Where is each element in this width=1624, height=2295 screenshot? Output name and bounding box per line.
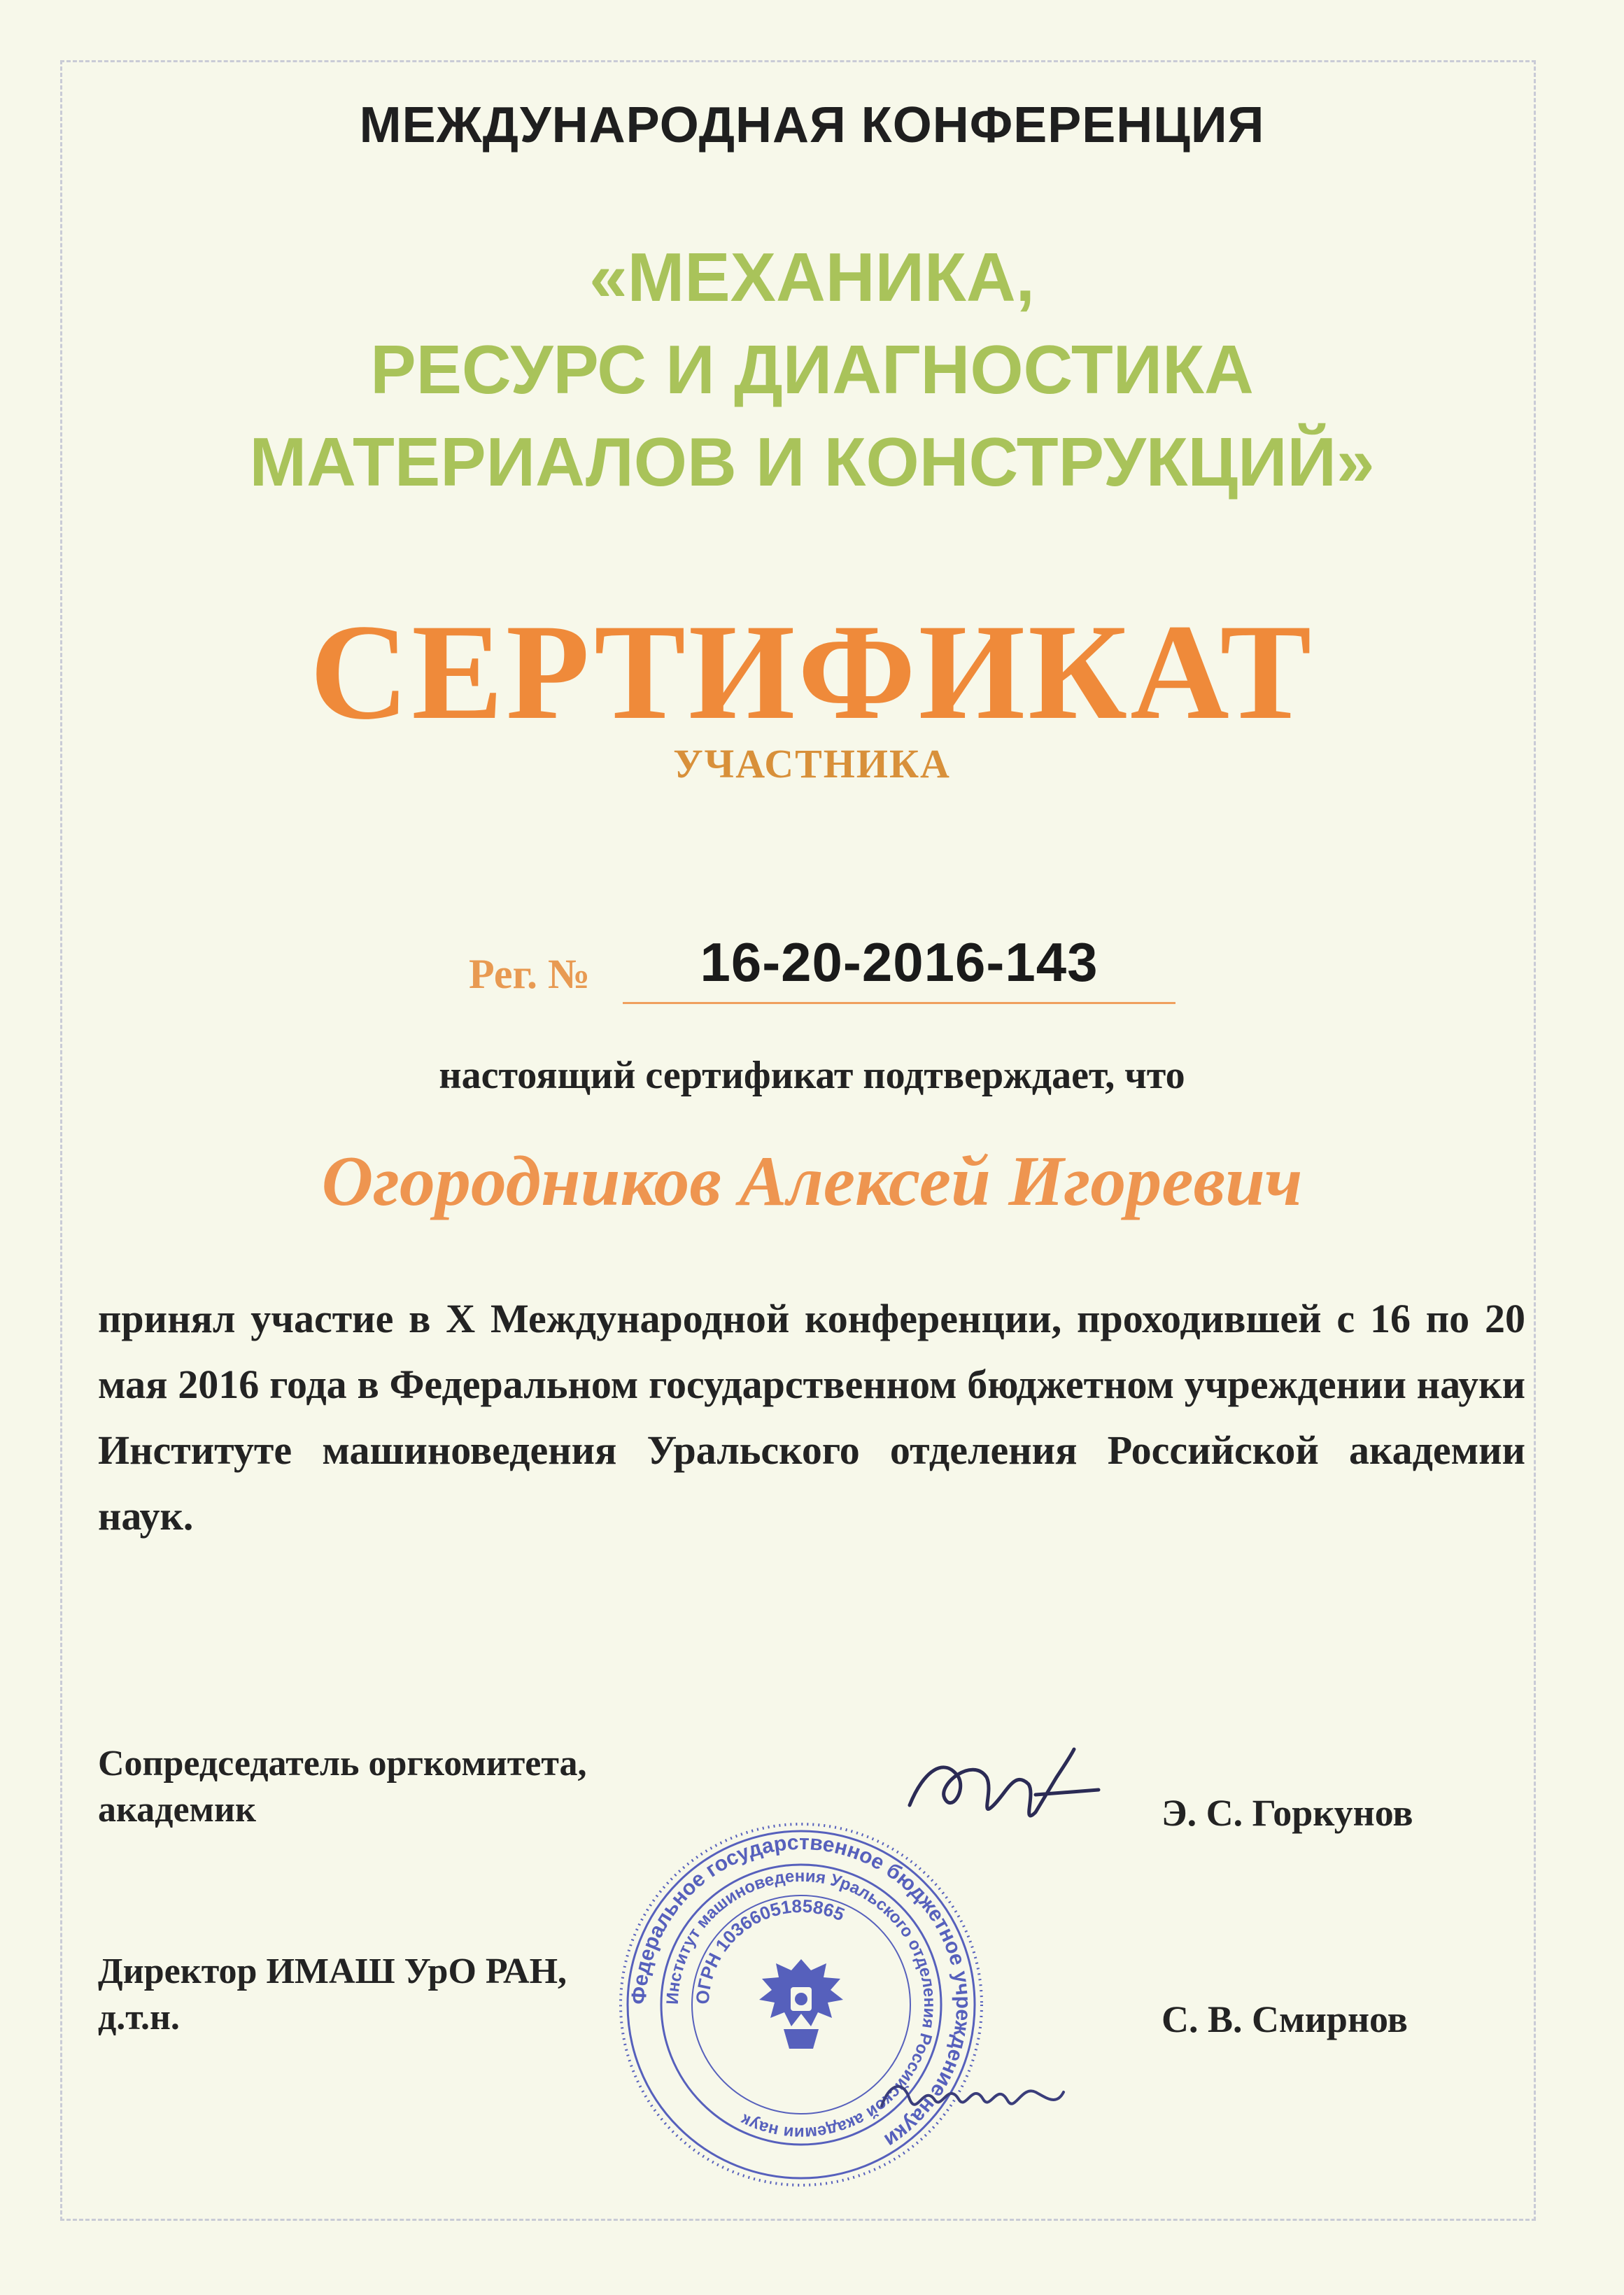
registration-number: 16-20-2016-143 (700, 931, 1099, 993)
conference-title: МЕЖДУНАРОДНАЯ КОНФЕРЕНЦИЯ (359, 97, 1265, 153)
signatory-1-role-line-2: академик (98, 1790, 256, 1830)
stamp-outer-text: Федеральное государственное бюджетное учреждение науки (627, 1830, 975, 2152)
certificate-subtitle: УЧАСТНИКА (673, 741, 951, 786)
participation-text: принял участие в X Международной конференции, проходившей с 16 по 20 мая 2016 года в Федеральном государственном бюджетном учреждении науки Институте машиноведения Уральского отделения Российской академии наук. (98, 1296, 1525, 1539)
signatory-2-role (98, 1949, 567, 2041)
confirm-text: настоящий сертификат подтверждает, что (439, 1054, 1185, 1097)
signature-1 (896, 1728, 1106, 1840)
registration-label: Рег. № (469, 951, 591, 997)
conference-name-line-2: РЕСУРС И ДИАГНОСТИКА (370, 331, 1254, 408)
participant-name: Огородников Алексей Игоревич (321, 1142, 1303, 1221)
conference-name-line-3: МАТЕРИАЛОВ И КОНСТРУКЦИЙ» (249, 423, 1375, 500)
registration-underline (623, 1002, 1175, 1004)
stamp-inner-text: Институт машиноведения Уральского отделения Российской академии наук (663, 1866, 940, 2143)
signature-2 (868, 2043, 1071, 2141)
registration-row (469, 931, 1168, 1008)
stamp-ogrn: ОГРН 1036605185865 (691, 1895, 848, 2005)
coat-of-arms-icon (759, 1959, 843, 2049)
signatory-1-role (98, 1741, 587, 1833)
signatory-2-name: С. В. Смирнов (1161, 1998, 1408, 2040)
certificate-title: СЕРТИФИКАТ (309, 596, 1315, 748)
signatory-1-name: Э. С. Горкунов (1161, 1792, 1413, 1834)
signatory-2-role-line-1: Директор ИМАШ УрО РАН, (98, 1951, 567, 1991)
signatory-1-role-line-1: Сопредседатель оргкомитета, (98, 1744, 587, 1784)
conference-name (0, 231, 1624, 508)
conference-name-line-1: «МЕХАНИКА, (589, 239, 1035, 316)
signatory-2-role-line-2: д.т.н. (98, 1998, 180, 2038)
